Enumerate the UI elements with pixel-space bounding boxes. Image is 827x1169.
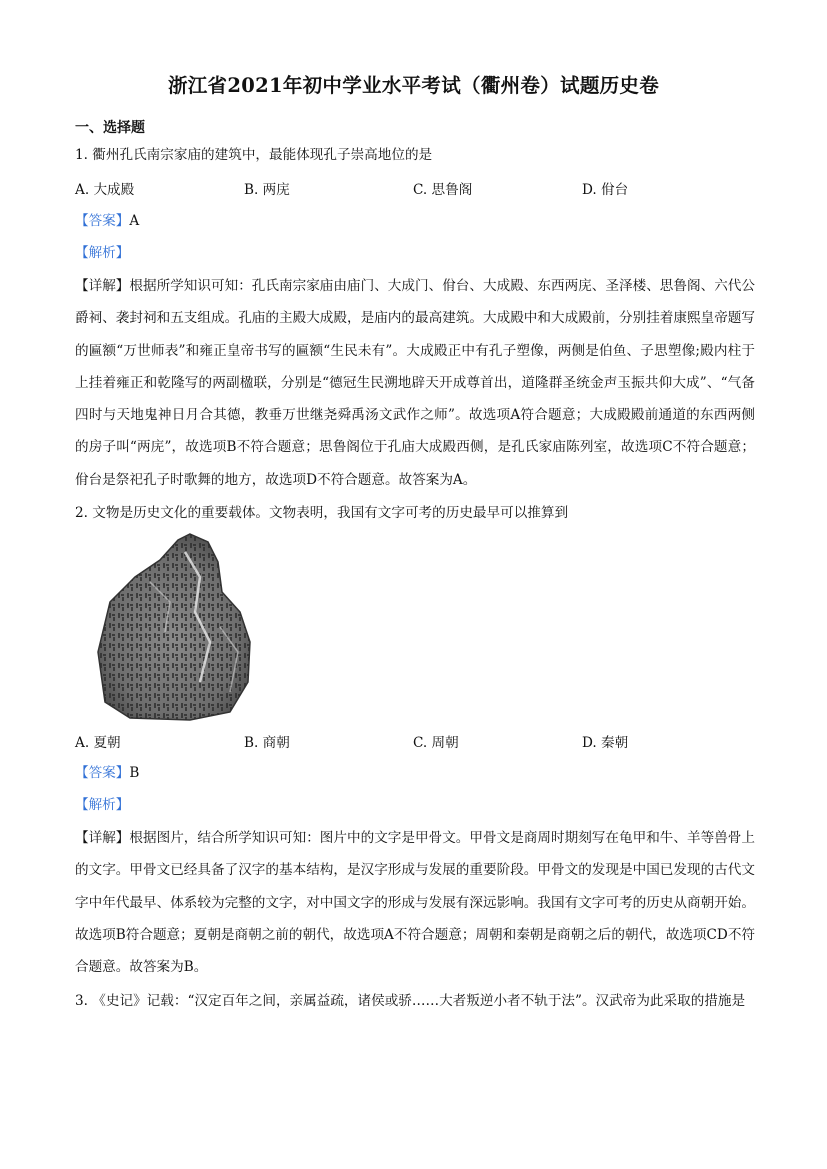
question-1-stem: 1. 衢州孔氏南宗家庙的建筑中，最能体现孔子崇高地位的是: [75, 147, 433, 163]
answer-tag: 【答案】: [75, 213, 130, 229]
q1-option-c: C. 思鲁阁: [413, 182, 473, 198]
question-1-options: [75, 178, 755, 200]
q1-option-a: A. 大成殿: [75, 182, 135, 198]
q2-detail: [75, 822, 755, 983]
q2-analysis-row: [75, 795, 129, 815]
q2-option-c: C. 周朝: [413, 735, 459, 751]
section-heading: 一、选择题: [75, 120, 145, 136]
q2-option-a: A. 夏朝: [75, 735, 121, 751]
q1-option-b: B. 两庑: [244, 182, 290, 198]
oracle-bone-image: [90, 532, 280, 722]
q1-detail-text: 根据所学知识可知：孔氏南宗家庙由庙门、大成门、佾台、大成殿、东西两庑、圣泽楼、思鲁阁、六代公爵祠、袭封祠和五支组成。孔庙的主殿大成殿，是庙内的最高建筑。大成殿中和大成殿前，分别挂着康熙皇帝题写的匾额“万世师表”和雍正皇帝书写的匾额“生民未有”。大成殿正中有孔子塑像，两侧是伯鱼、子思塑像;殿内柱于上挂着雍正和乾隆写的两副楹联，分别是“德冠生民溯地辟天开成尊首出，道隆群圣统金声玉振共仰大成”、“气备四时与天地鬼神日月合其德，教垂万世继尧舜禹汤文武作之师”。故选项A符合题意；大成殿殿前通道的东西两侧的房子叫“两庑”，故选项B不符合题意；思鲁阁位于孔庙大成殿西侧，是孔氏家庙陈列室，故选项C不符合题意；佾台是祭祀孔子时歌舞的地方，故选项D不符合题意。故答案为A。: [75, 278, 756, 488]
question-2-options: [75, 731, 755, 753]
q1-analysis-row: [75, 243, 129, 263]
q2-answer-row: [75, 763, 139, 783]
q1-detail: [75, 270, 755, 496]
q1-answer-value: A: [129, 213, 140, 229]
q1-answer-row: [75, 211, 139, 231]
q2-option-d: D. 秦朝: [582, 735, 629, 751]
q2-detail-text: 根据图片，结合所学知识可知：图片中的文字是甲骨文。甲骨文是商周时期刻写在龟甲和牛、羊等兽骨上的文字。甲骨文已经具备了汉字的基本结构，是汉字形成与发展的重要阶段。甲骨文的发现是中国已发现的古代文字中年代最早、体系较为完整的文字，对中国文字的形成与发展有深远影响。我国有文字可考的历史从商朝开始。故选项B符合题意；夏朝是商朝之前的朝代，故选项A不符合题意；周朝和秦朝是商朝之后的朝代，故选项CD不符合题意。故答案为B。: [75, 830, 756, 976]
question-3-stem: 3. 《史记》记载：“汉定百年之间，亲属益疏，诸侯或骄……大者叛逆小者不轨于法”。汉武帝为此采取的措施是: [75, 993, 746, 1009]
page-title: 浙江省2021年初中学业水平考试（衢州卷）试题历史卷: [167, 74, 660, 97]
analysis-tag: 【解析】: [75, 797, 130, 813]
q1-option-d: D. 佾台: [582, 182, 629, 198]
detail-tag: 【详解】: [75, 278, 130, 294]
question-2-stem: 2. 文物是历史文化的重要载体。文物表明，我国有文字可考的历史最早可以推算到: [75, 505, 569, 521]
answer-tag: 【答案】: [75, 765, 130, 781]
analysis-tag: 【解析】: [75, 245, 130, 261]
detail-tag: 【详解】: [75, 830, 130, 846]
q2-option-b: B. 商朝: [244, 735, 290, 751]
q2-answer-value: B: [129, 765, 140, 781]
